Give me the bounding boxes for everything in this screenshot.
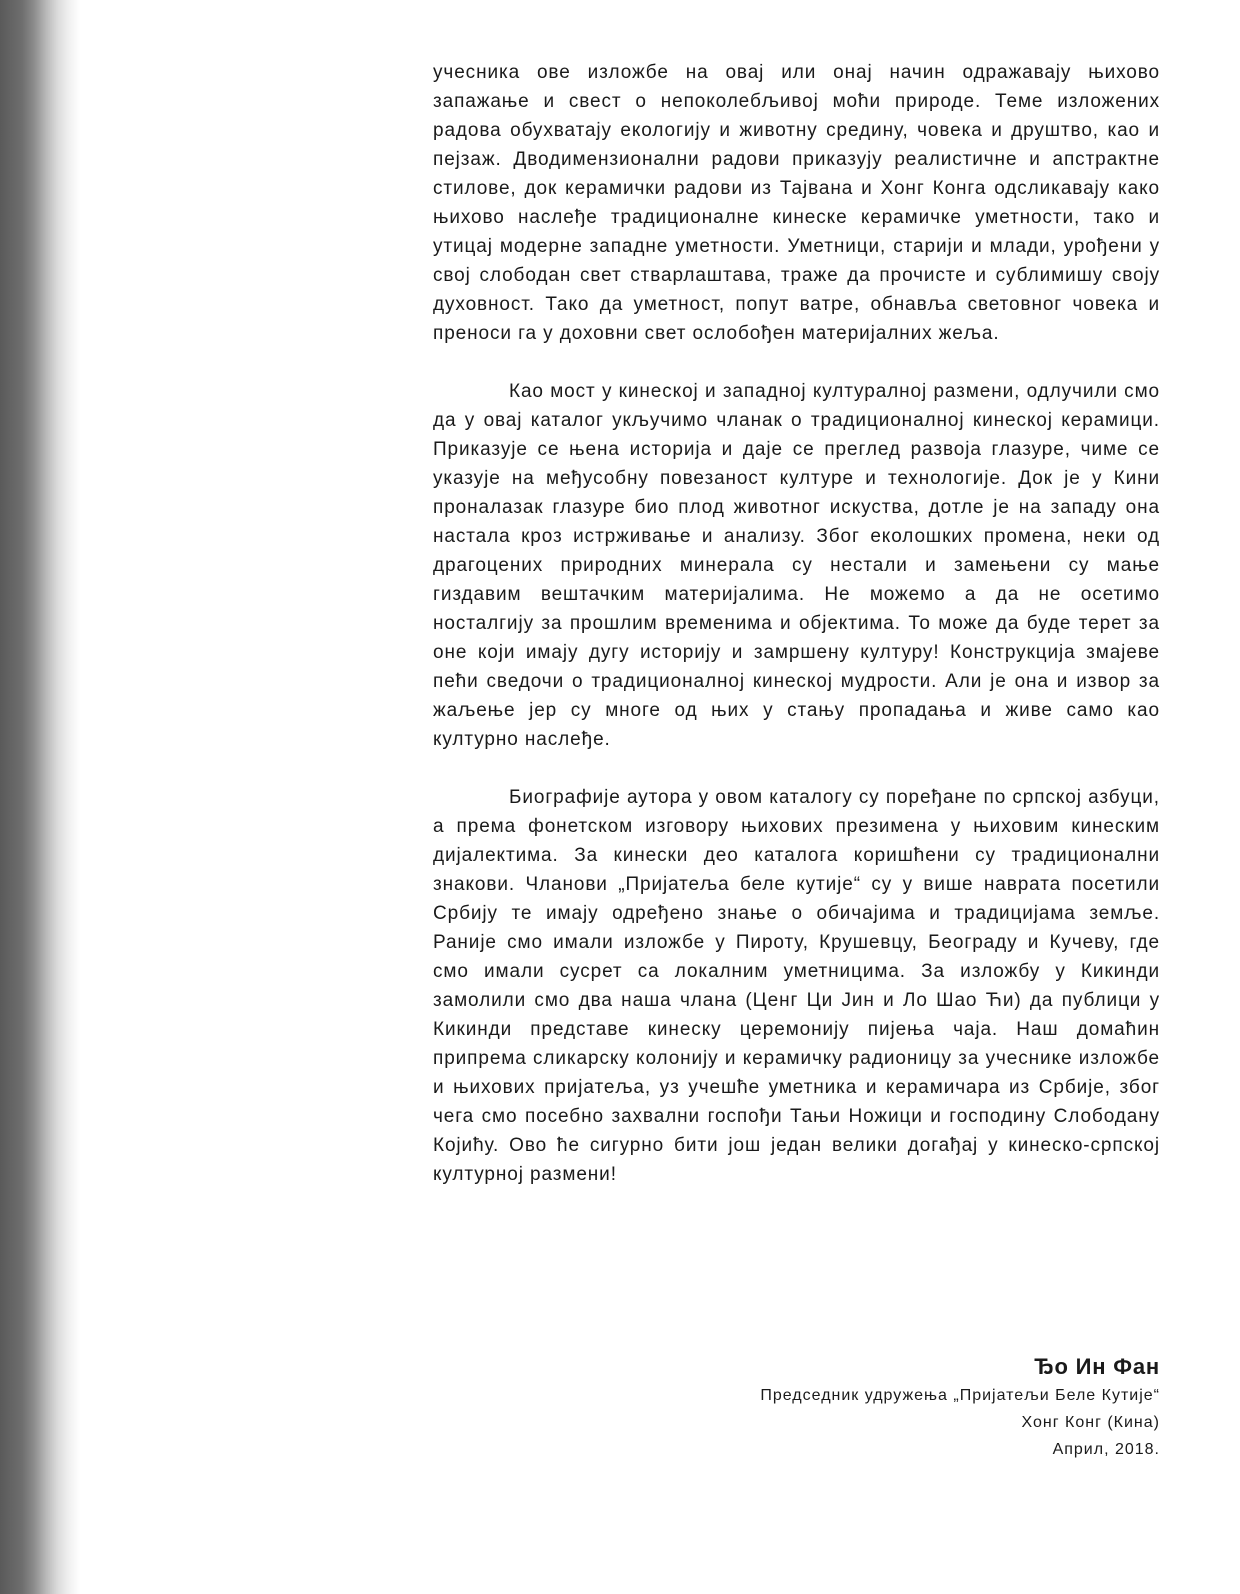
- paragraph-1: учесника ове изложбе на овај или онај начин одражавају њихово запажање и свест о непоколебљивој моћи природе. Теме изложених радова обухватају екологију и животну средину, човека и друштво, као и пејзаж. Дводимензионални радови приказују реалистичне и апстрактне стилове, док керамички радови из Тајвана и Хонг Конга одсликавају како њихово наслеђе традиционалне кинеске керамичке уметности, тако и утицај модерне западне уметности. Уметници, старији и млади, урођени у свој слободан свет стварлаштава, траже да прочисте и сублимишу своју духовност. Тако да уметност, попут ватре, обнавља световног човека и преноси га у доховни свет ослобођен материјалних жеља.: [433, 62, 1160, 344]
- signature-title: Председник удружења „Пријатељи Беле Кутије“: [760, 1387, 1160, 1404]
- signature-date: Април, 2018.: [1052, 1441, 1160, 1458]
- signature-location: Хонг Конг (Кина): [1021, 1414, 1160, 1431]
- paragraph-2: Као мост у кинеској и западној културалној размени, одлучили смо да у овај каталог укључимо чланак о традиционалној кинеској керамици. Приказује се њена историја и даје се преглед развоја глазуре, чиме се указује на међусобну повезаност културе и технологије. Док је у Кини проналазак глазуре био плод животног искуства, дотле је на западу она настала кроз истрживање и анализу. Због еколошких промена, неки од драгоцених природних минерала су нестали и замењени су мање гиздавим вештачким материјалима. Не можемо а да не осетимо носталгију за прошлим временима и објектима. То може да буде терет за оне који имају дугу историју и замршену културу! Конструкција змајеве пећи сведочи о традиционалној кинеској мудрости. Али је она и извор за жаљење јер су многе од њих у стању пропадања и живе само као културно наслеђе.: [433, 381, 1160, 750]
- signature-name: Ђо Ин Фан: [1034, 1354, 1160, 1379]
- body-text: [433, 58, 1160, 1189]
- signature-block: [760, 1352, 1160, 1463]
- paragraph-3: Биографије аутора у овом каталогу су поређане по српској азбуци, а према фонетском изговору њихових презимена у њиховим кинеским дијалектима. За кинески део каталога коришћени су традиционални знакови. Чланови „Пријатеља беле кутије“ су у више наврата посетили Србију те имају одређено знање о обичајима и традицијама земље. Раније смо имали изложбе у Пироту, Крушевцу, Београду и Кучеву, где смо имали сусрет са локалним уметницима. За изложбу у Кикинди замолили смо два наша члана (Ценг Ци Јин и Ло Шао Ћи) да публици у Кикинди представе кинеску церемонију пијења чаја. Наш домаћин припрема сликарску колонију и керамичку радионицу за учеснике изложбе и њихових пријатеља, уз учешће уметника и керамичара из Србије, због чега смо посебно захвални госпођи Тањи Ножици и господину Слободану Којићу. Ово ће сигурно бити још један велики догађај у кинеско-српској културној размени!: [433, 787, 1160, 1185]
- page-binding-shadow: [0, 0, 80, 1594]
